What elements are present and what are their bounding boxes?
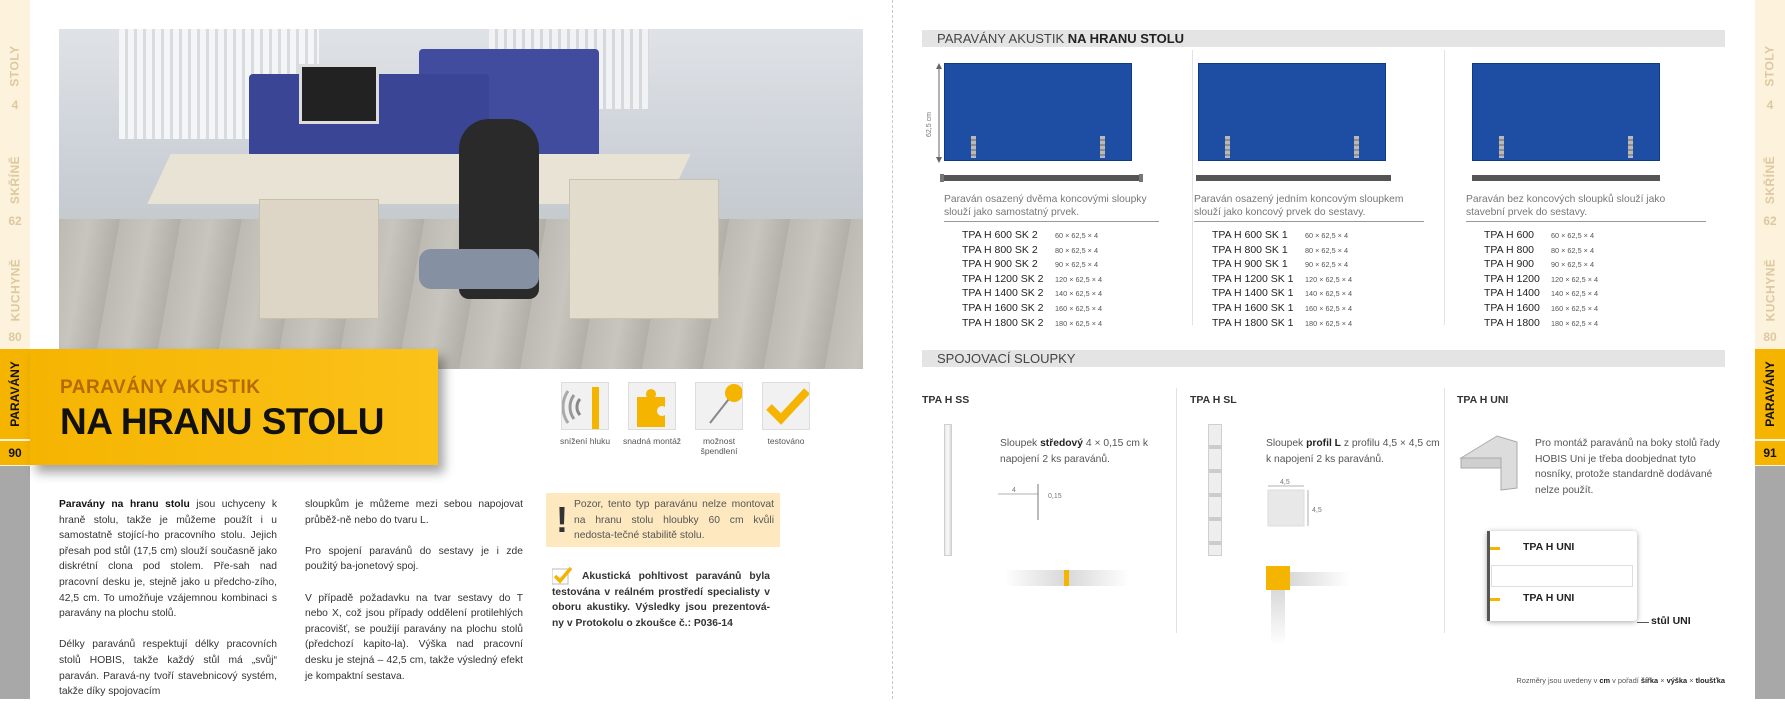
panel-edge (1487, 531, 1490, 621)
joint-view-down (1271, 590, 1285, 645)
office-photo (59, 29, 863, 369)
table-row: TPA H 1600 SK 2 160 × 62,5 × 4 (962, 301, 1103, 314)
photo-chair-seat (419, 249, 539, 289)
feature-tested (751, 382, 821, 446)
panel-leg (971, 136, 976, 158)
warning-box (546, 493, 780, 547)
side-tab-kuchyne[interactable]: KUCHYNĚ (8, 258, 22, 322)
panel-column-plain (1450, 49, 1700, 329)
side-num-stoly: 4 (11, 98, 19, 112)
page-title: NA HRANU STOLU (60, 401, 384, 442)
post-drawing (944, 424, 952, 556)
side-num-skrine: 62 (8, 214, 22, 228)
desk-leader-line (1637, 622, 1649, 623)
table-row: TPA H 1600 SK 1 160 × 62,5 × 4 (1212, 301, 1353, 314)
post-column-sl (1190, 394, 1450, 654)
uni-bracket-marker (1490, 598, 1500, 601)
panel-description: Paraván osazený jedním koncovým sloupkem slouží jako koncový prvek do sestavy. (1194, 194, 1424, 222)
table-row: TPA H 1600 160 × 62,5 × 4 (1484, 301, 1599, 314)
table-row: TPA H 1800 180 × 62,5 × 4 (1484, 316, 1599, 329)
table-row: TPA H 1400 140 × 62,5 × 4 (1484, 287, 1599, 300)
side-tab-stoly[interactable]: STOLY (8, 45, 22, 87)
page-number-right: 91 (1755, 441, 1785, 465)
post-section-diagram (998, 484, 1108, 524)
side-num-kuchyne: 80 (8, 330, 22, 344)
height-dimension-label: 62,5 cm (926, 112, 933, 137)
panel-leg (1354, 136, 1359, 158)
right-side-index (1755, 0, 1785, 699)
uni-bracket-marker (1490, 547, 1500, 550)
table-row: TPA H 900 90 × 62,5 × 4 (1484, 258, 1595, 271)
side-num-skrine-right: 62 (1763, 214, 1777, 228)
dimension-4: 4 (1012, 487, 1016, 494)
joint-view-left (1004, 570, 1064, 586)
check-icon (552, 567, 572, 585)
feature-noise (550, 382, 620, 446)
table-row: TPA H 1400 SK 2 140 × 62,5 × 4 (962, 287, 1103, 300)
post-drawing (1208, 424, 1222, 556)
side-tab-paravany-active[interactable]: PARAVÁNY (0, 349, 30, 439)
post-column-ss (922, 394, 1182, 654)
body-text-col1 (59, 497, 277, 715)
body-paragraph: V případě požadavku na tvar sestavy do T nebo X, což jsou případy oddělení protilehlých pracovišť, se použijí paravány na plochu stolů (předchozí kapito-la). Výška nad pracovní desku je stejná – 42,5 cm, takže výsledný efekt je kompaktní sestava. (305, 592, 523, 682)
photo-monitor (299, 64, 379, 124)
uni-bracket-drawing (1457, 428, 1521, 494)
title-sub: PARAVÁNY AKUSTIK (60, 377, 261, 398)
feature-assembly (617, 382, 687, 446)
feature-label: možnost špendlení (700, 436, 738, 456)
feature-label: testováno (767, 436, 805, 446)
table-row: TPA H 1400 SK 1 140 × 62,5 × 4 (1212, 287, 1353, 300)
panel-product-table (1212, 229, 1352, 331)
section-heading-panels: PARAVÁNY AKUSTIK NA HRANU STOLU (922, 30, 1725, 47)
post-column-uni (1457, 394, 1720, 654)
desk-uni-label: stůl UNI (1651, 615, 1691, 627)
panel-top-view (1472, 175, 1660, 181)
side-tab-stoly-right[interactable]: STOLY (1763, 45, 1777, 87)
body-paragraph: Pro spojení paravánů do sestavy je i zde použitý ba-jonetový spoj. (305, 545, 523, 573)
post-description: Pro montáž paravánů na boky stolů řady HOBIS Uni je třeba doobjednat tyto nosníky, protože standardně dodávané nelze použít. (1535, 438, 1720, 496)
photo-drawer-unit (259, 199, 379, 319)
page-fold (892, 0, 893, 699)
panel-leg (1499, 136, 1504, 158)
side-tab-paravany-active-right[interactable]: PARAVÁNY (1755, 349, 1785, 439)
table-row: TPA H 900 SK 1 90 × 62,5 × 4 (1212, 258, 1349, 271)
dimension-015: 0,15 (1048, 493, 1062, 500)
desk-outline (1491, 565, 1633, 587)
panel-product-table (962, 229, 1102, 331)
panel-product-table (1484, 229, 1598, 331)
panel-top-view (1196, 175, 1391, 181)
table-row: TPA H 600 60 × 62,5 × 4 (1484, 229, 1595, 241)
side-tab-skrine[interactable]: SKŘÍNĚ (8, 155, 22, 205)
post-name: TPA H SL (1190, 394, 1237, 406)
panel-drawing (1472, 63, 1660, 161)
table-row: TPA H 1800 SK 1 180 × 62,5 × 4 (1212, 316, 1353, 329)
tested-note (552, 569, 770, 631)
panel-drawing (944, 63, 1132, 161)
checkmark-icon (762, 382, 810, 430)
side-num-stoly-right: 4 (1766, 98, 1774, 112)
table-row: TPA H 1200 120 × 62,5 × 4 (1484, 272, 1599, 285)
uni-desk-diagram (1487, 531, 1637, 621)
body-paragraph: sloupkům je můžeme mezi sebou napojovat průběž-ně nebo do tvaru L. (305, 499, 523, 526)
feature-icons (550, 382, 820, 456)
intro-text: jsou uchyceny k hraně stolu, takže je můžeme použít i u samostatně stojící-ho pracovního stolu. Jejich přesah pod stůl (17,5 cm) slouží současně jako diskrétní clona pod stolem. Pře-sah nad pracovní desku je, stejně jako u předcho-zího, 42,5 cm. To umožňuje vzájemnou kombinaci s paravány na plochu stolů. (59, 499, 277, 620)
joint-post-top-view (1266, 566, 1290, 590)
column-divider (1444, 50, 1445, 325)
panel-leg (1628, 136, 1633, 158)
post-section-diagram (1266, 478, 1346, 538)
tested-text: Akustická pohltivost paravánů byla testována v reálném prostředí specialisty v oboru akustiky. Výsledky jsou prezentová-ny v Protokolu o zkoušce č.: P036-14 (552, 571, 770, 629)
feature-label: snížení hluku (559, 436, 611, 446)
uni-label-bottom: TPA H UNI (1523, 592, 1575, 604)
panel-column-sk1 (1174, 49, 1424, 329)
post-name: TPA H SS (922, 394, 970, 406)
side-num-kuchyne-right: 80 (1763, 330, 1777, 344)
height-dimension-arrow (936, 63, 942, 163)
feature-pinning (684, 382, 754, 456)
table-row: TPA H 800 SK 2 80 × 62,5 × 4 (962, 243, 1099, 256)
side-bottom-band-right (1755, 466, 1785, 699)
panel-description: Paraván bez koncových sloupků slouží jako stavební prvek do sestavy. (1466, 194, 1706, 222)
puzzle-icon (628, 382, 676, 430)
post-name: TPA H UNI (1457, 394, 1509, 406)
joint-view-right (1290, 572, 1350, 586)
joint-view-right (1069, 570, 1129, 586)
side-tab-skrine-right[interactable]: SKŘÍNĚ (1763, 155, 1777, 205)
panel-leg (1100, 136, 1105, 158)
body-text-col2 (305, 497, 523, 700)
feature-label: snadná montáž (622, 436, 682, 446)
intro-bold: Paravány na hranu stolu (59, 499, 190, 510)
title-block (30, 349, 438, 465)
table-row: TPA H 1800 SK 2 180 × 62,5 × 4 (962, 316, 1103, 329)
table-row: TPA H 900 SK 2 90 × 62,5 × 4 (962, 258, 1099, 271)
panel-drawing (1198, 63, 1386, 161)
section-heading-posts: SPOJOVACÍ SLOUPKY (922, 350, 1725, 367)
sound-reduction-icon (561, 382, 609, 430)
dimensions-footnote: Rozměry jsou uvedeny v cm v pořadí šířka × výška × tloušťka (1516, 676, 1725, 685)
table-row: TPA H 800 80 × 62,5 × 4 (1484, 243, 1595, 256)
table-row: TPA H 800 SK 1 80 × 62,5 × 4 (1212, 243, 1349, 256)
warning-text: Pozor, tento typ paravánu nelze montovat na hranu stolu hloubky 60 cm kvůli nedosta-tečné stabilitě stolu. (574, 499, 774, 541)
panel-column-sk2 (922, 49, 1172, 329)
table-row: TPA H 600 SK 1 60 × 62,5 × 4 (1212, 229, 1349, 241)
left-side-index (0, 0, 30, 699)
table-row: TPA H 600 SK 2 60 × 62,5 × 4 (962, 229, 1099, 241)
table-row: TPA H 1200 SK 2 120 × 62,5 × 4 (962, 272, 1103, 285)
body-paragraph: Délky paravánů respektují délky pracovních stolů HOBIS, takže každý stůl má „svůj“ paraván. Paravá-ny tvoří stavebnicový systém, takže díky spojovacím (59, 639, 277, 698)
side-bottom-band (0, 466, 30, 699)
page-number-left: 90 (0, 441, 30, 465)
panel-leg (1225, 136, 1230, 158)
dimension-45: 4,5 (1312, 507, 1322, 514)
panel-top-view (944, 175, 1139, 181)
dimension-45: 4,5 (1280, 479, 1290, 486)
warning-icon: ! (556, 499, 568, 540)
panel-description: Paraván osazený dvěma koncovými sloupky slouží jako samostatný prvek. (944, 194, 1159, 222)
side-tab-kuchyne-right[interactable]: KUCHYNĚ (1763, 258, 1777, 322)
post-description: Sloupek středový 4 × 0,15 cm k napojení 2 ks paravánů. (1000, 438, 1148, 465)
post-description: Sloupek profil L z profilu 4,5 × 4,5 cm k napojení 2 ks paravánů. (1266, 438, 1440, 465)
uni-label-top: TPA H UNI (1523, 541, 1575, 553)
table-row: TPA H 1200 SK 1 120 × 62,5 × 4 (1212, 272, 1353, 285)
photo-cabinet (569, 179, 719, 319)
pin-icon (695, 382, 743, 430)
